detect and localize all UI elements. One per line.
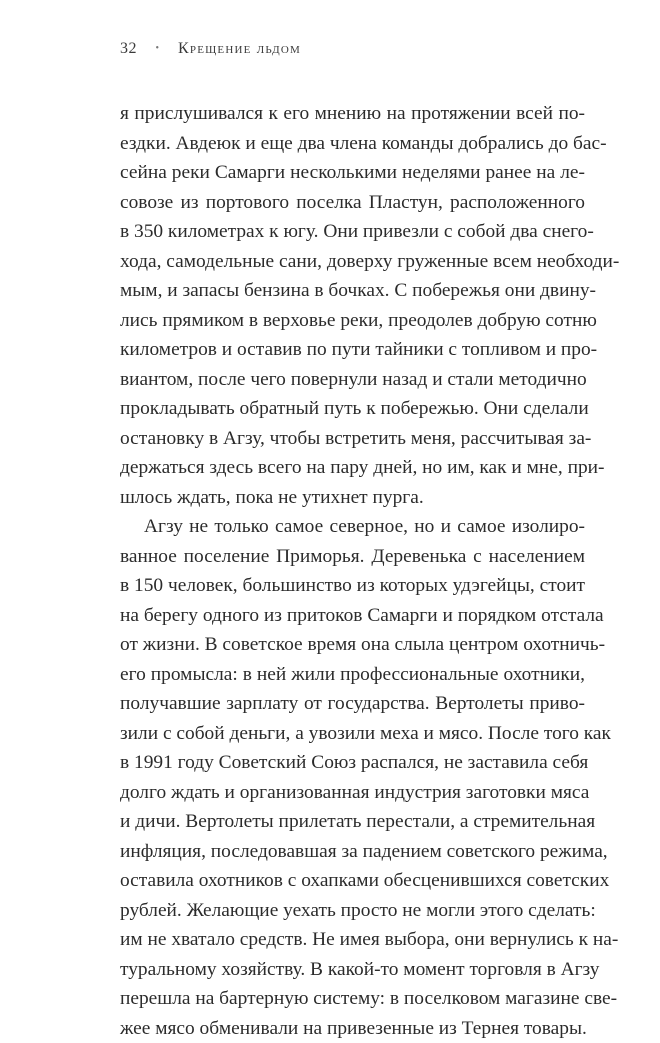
text-line: ванное поселение Приморья. Деревенька с населением bbox=[120, 542, 585, 572]
text-line: в 350 километрах к югу. Они привезли с собой два снего- bbox=[120, 217, 585, 247]
text-line: прокладывать обратный путь к побережью. Они сделали bbox=[120, 394, 585, 424]
text-line: рублей. Желающие уехать просто не могли этого сделать: bbox=[120, 896, 585, 926]
text-line: хода, самодельные сани, доверху груженные всем необходи- bbox=[120, 247, 585, 277]
text-line: в 150 человек, большинство из которых удэгейцы, стоит bbox=[120, 571, 585, 601]
text-line: на берегу одного из притоков Самарги и порядком отстала bbox=[120, 601, 585, 631]
text-line: в 1991 году Советский Союз распался, не заставила себя bbox=[120, 748, 585, 778]
text-line: им не хватало средств. Не имея выбора, они вернулись к на- bbox=[120, 925, 585, 955]
text-line: его промысла: в ней жили профессиональные охотники, bbox=[120, 660, 585, 690]
text-line: от жизни. В советское время она слыла центром охотничь- bbox=[120, 630, 585, 660]
page-body bbox=[120, 99, 585, 1043]
text-line: остановку в Агзу, чтобы встретить меня, рассчитывая за- bbox=[120, 424, 585, 454]
paragraph-2 bbox=[120, 512, 585, 1043]
text-line: получавшие зарплату от государства. Вертолеты приво- bbox=[120, 689, 585, 719]
text-line: оставила охотников с охапками обесценившихся советских bbox=[120, 866, 585, 896]
header-separator: • bbox=[156, 43, 160, 54]
text-line: виантом, после чего повернули назад и стали методично bbox=[120, 365, 585, 395]
text-line: ездки. Авдеюк и еще два члена команды добрались до бас- bbox=[120, 129, 585, 159]
text-line: сейна реки Самарги несколькими неделями ранее на ле- bbox=[120, 158, 585, 188]
text-line: зили с собой деньги, а увозили меха и мясо. После того как bbox=[120, 719, 585, 749]
chapter-title: Крещение льдом bbox=[178, 40, 301, 57]
text-line: километров и оставив по пути тайники с топливом и про- bbox=[120, 335, 585, 365]
running-header bbox=[120, 40, 301, 58]
text-line: Агзу не только самое северное, но и самое изолиро- bbox=[120, 512, 585, 542]
text-line: совозе из портового поселка Пластун, расположенного bbox=[120, 188, 585, 218]
text-line: и дичи. Вертолеты прилетать перестали, а стремительная bbox=[120, 807, 585, 837]
text-line: жее мясо обменивали на привезенные из Тернея товары. bbox=[120, 1014, 585, 1043]
text-line: держаться здесь всего на пару дней, но им, как и мне, при- bbox=[120, 453, 585, 483]
text-line: я прислушивался к его мнению на протяжении всей по- bbox=[120, 99, 585, 129]
text-line: шлось ждать, пока не утихнет пурга. bbox=[120, 483, 585, 513]
page-number: 32 bbox=[120, 40, 137, 57]
text-line: инфляция, последовавшая за падением советского режима, bbox=[120, 837, 585, 867]
text-line: лись прямиком в верховье реки, преодолев добрую сотню bbox=[120, 306, 585, 336]
text-line: долго ждать и организованная индустрия заготовки мяса bbox=[120, 778, 585, 808]
paragraph-1 bbox=[120, 99, 585, 512]
text-line: перешла на бартерную систему: в поселковом магазине све- bbox=[120, 984, 585, 1014]
text-line: туральному хозяйству. В какой-то момент торговля в Агзу bbox=[120, 955, 585, 985]
text-line: мым, и запасы бензина в бочках. С побережья они двину- bbox=[120, 276, 585, 306]
